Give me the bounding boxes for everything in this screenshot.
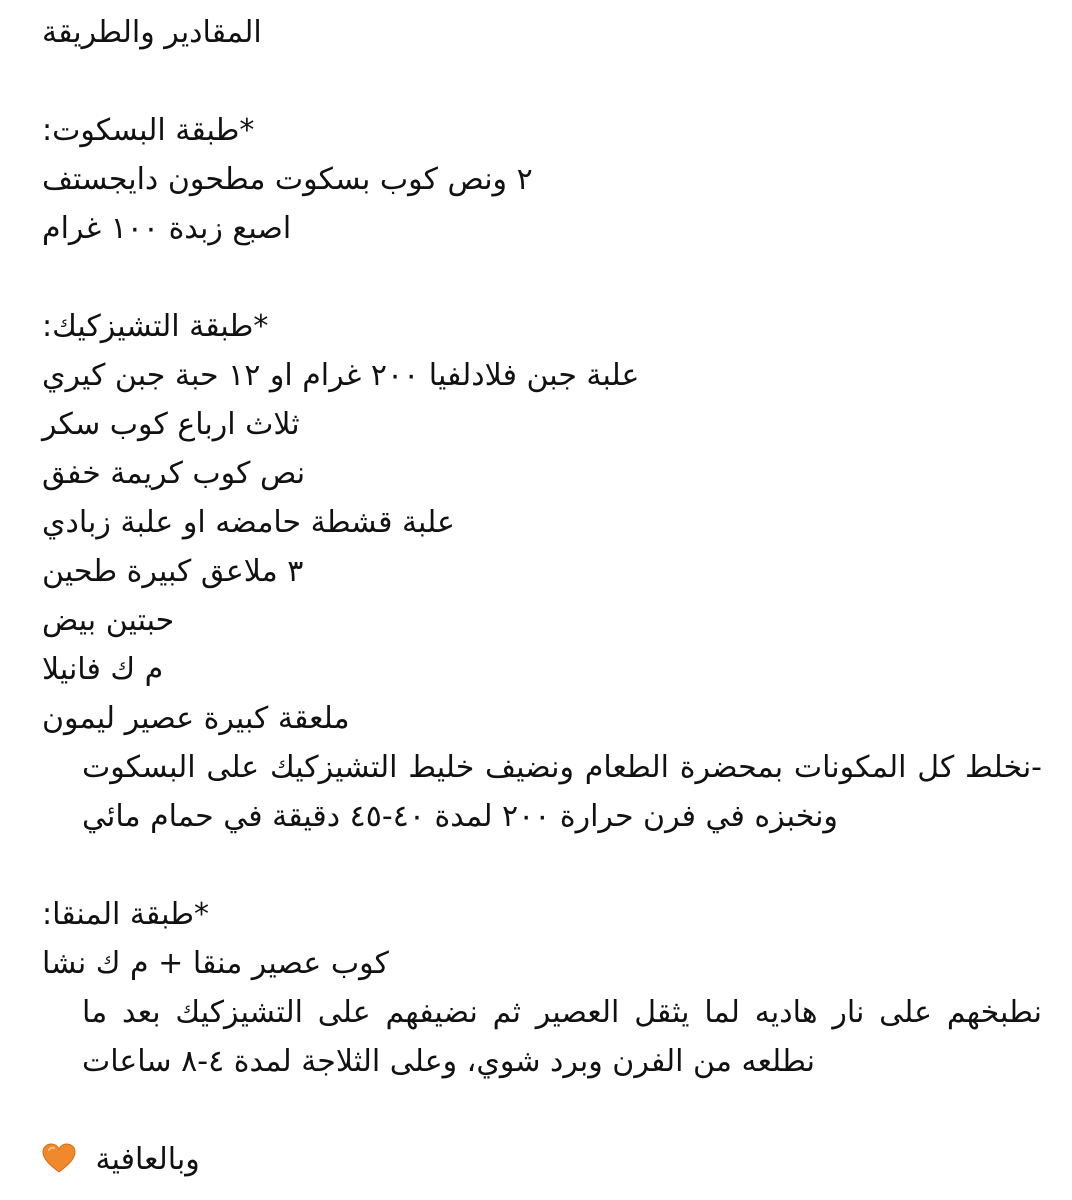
blank-line: [42, 1086, 1042, 1135]
cheesecake-item: علبة قشطة حامضه او علبة زبادي: [42, 505, 455, 540]
blank-line: [42, 253, 1042, 302]
biscuit-item: ٢ ونص كوب بسكوت مطحون دايجستف: [42, 162, 533, 197]
blank-line: [42, 841, 1042, 890]
mango-method: نطبخهم على نار هاديه لما يثقل العصير ثم نضيفهم على التشيزكيك بعد ما نطلعه من الفرن وبرد شوي، وعلى الثلاجة لمدة ٤-٨ ساعات: [82, 995, 1042, 1079]
mango-heading: *طبقة المنقا:: [42, 897, 210, 932]
closing-text: وبالعافية: [95, 1142, 200, 1177]
cheesecake-heading: *طبقة التشيزكيك:: [42, 309, 269, 344]
cheesecake-item: ملعقة كبيرة عصير ليمون: [42, 701, 350, 736]
cheesecake-item: ٣ ملاعق كبيرة طحين: [42, 554, 304, 589]
recipe-note: [42, 8, 1042, 1184]
biscuit-heading: *طبقة البسكوت:: [42, 113, 255, 148]
closing-line: [42, 1135, 1042, 1184]
cheesecake-method: -نخلط كل المكونات بمحضرة الطعام ونضيف خليط التشيزكيك على البسكوت ونخبزه في فرن حرارة ٢٠٠ لمدة ٤٠-٤٥ دقيقة في حمام مائي: [82, 750, 1042, 834]
cheesecake-item: ثلاث ارباع كوب سكر: [42, 407, 300, 442]
recipe-title: المقادير والطريقة: [42, 15, 262, 50]
blank-line: [42, 57, 1042, 106]
biscuit-item: اصبع زبدة ١٠٠ غرام: [42, 211, 292, 246]
cheesecake-item: م ك فانيلا: [42, 652, 164, 687]
mango-item: كوب عصير منقا + م ك نشا: [42, 946, 389, 981]
cheesecake-item: حبتين بيض: [42, 603, 175, 638]
cheesecake-item: نص كوب كريمة خفق: [42, 456, 306, 491]
cheesecake-item: علبة جبن فلادلفيا ٢٠٠ غرام او ١٢ حبة جبن كيري: [42, 358, 640, 393]
orange-heart-icon: [42, 1139, 76, 1169]
